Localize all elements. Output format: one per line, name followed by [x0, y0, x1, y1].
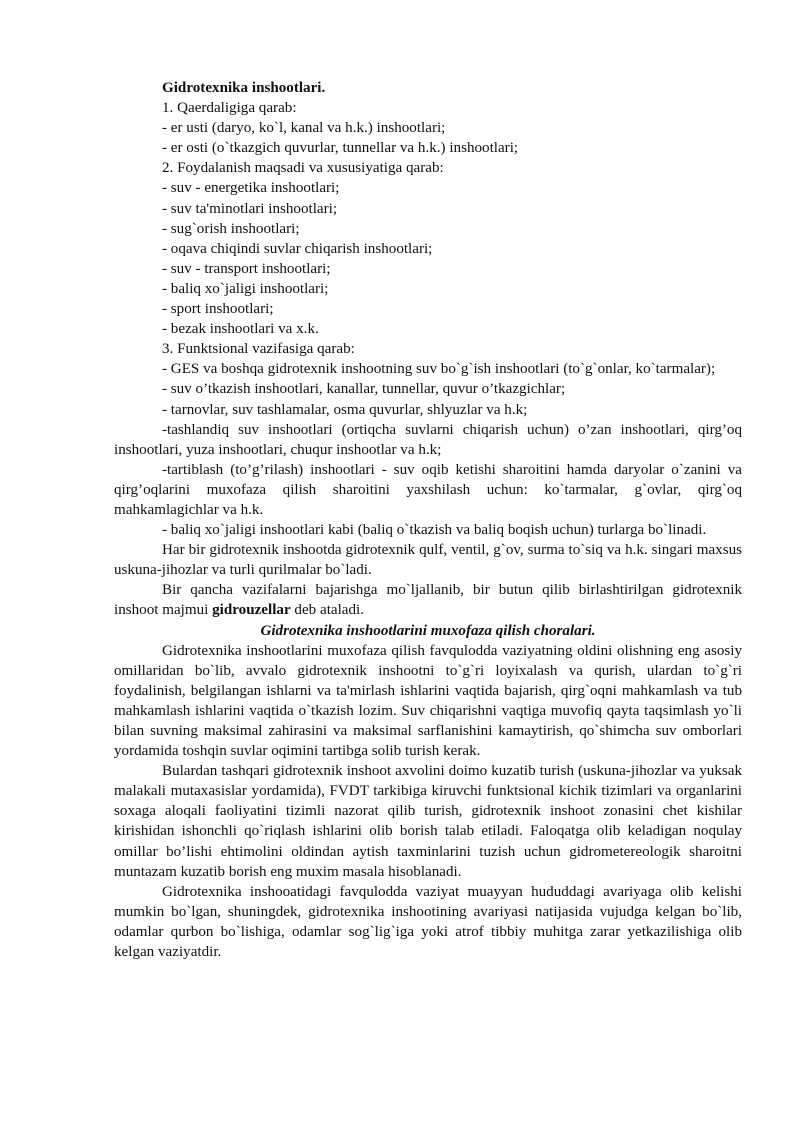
- paragraph-complex: [114, 580, 742, 620]
- paragraph-emergency: Gidrotexnika inshooatidagi favqulodda vaziyat muayyan hududdagi avariyaga olib kelishi mumkin bo`lgan, shuningdek, gidrotexnika inshootining avariyasi natijasida vujudga kelgan bo`lib, odamlar qurbon bo`lishiga, odamlar sog`lig`iga yoki atrof tibbiy muhitga zarar yetkazilishiga olib kelgan vaziyatdir.: [114, 883, 742, 961]
- list-item: - suv ta'minotlari inshootlari;: [162, 200, 338, 217]
- list-item: - suv - transport inshootlari;: [162, 260, 331, 277]
- section-heading-purpose: 2. Foydalanish maqsadi va xususiyatiga qarab:: [162, 160, 444, 177]
- paragraph-equipment: Har bir gidrotexnik inshootda gidrotexnik qulf, ventil, g`ov, surma to`siq va h.k. singari maxsus uskuna-jihozlar va turli qurilmalar bo`ladi.: [114, 542, 742, 579]
- document-page: [114, 78, 742, 962]
- list-item: - suv - energetika inshootlari;: [162, 180, 340, 197]
- list-item: - suv o’tkazish inshootlari, kanallar, tunnellar, quvur o’tkazgichlar;: [162, 381, 566, 398]
- list-item: - oqava chiqindi suvlar chiqarish inshootlari;: [162, 240, 433, 257]
- list-item: - baliq xo`jaligi inshootlari;: [162, 280, 329, 297]
- section-subtitle: Gidrotexnika inshootlarini muxofaza qilish choralari.: [260, 622, 596, 639]
- list-item: - GES va boshqa gidrotexnik inshootning suv bo`g`ish inshootlari (to`g`onlar, ko`tarmalar);: [162, 361, 716, 378]
- section-heading-function: 3. Funktsional vazifasiga qarab:: [162, 341, 355, 358]
- paragraph-text: Bir qancha vazifalarni bajarishga mo`ljallanib, bir butun qilib birlashtirilgan gidrotexnik inshoot majmui: [114, 582, 742, 619]
- list-item: - baliq xo`jaligi inshootlari kabi (baliq o`tkazish va baliq boqish uchun) turlarga bo`linadi.: [162, 522, 707, 539]
- list-item: - er osti (o`tkazgich quvurlar, tunnellar va h.k.) inshootlari;: [162, 140, 519, 157]
- paragraph-protection: Gidrotexnika inshootlarini muxofaza qilish favqulodda vaziyatning oldini olishning eng asosiy omillaridan bo`lib, avvalo gidrotexnik inshootni to`g`ri loyixalash va qurish, ulardan to`g`ri foydalinish, belgilangan ishlarni va ta'mirlash ishlarini vaqtida bajarish, qirg`oqni mahkamlash va tub mahkamlash ishlarini vaqtida o`tkazish lozim. Suv chiqarishni vaqtiga muvofiq qayta taqsimlash yo`li bilan suvning maksimal zahirasini va maksimal sarflanishini kamaytirish, qo`shimcha suv omborlari yordamida toshqin suvlar oqimini tartibga solib turish kerak.: [114, 642, 742, 760]
- document-title: Gidrotexnika inshootlari.: [162, 80, 326, 96]
- list-item: - tarnovlar, suv tashlamalar, osma quvurlar, shlyuzlar va h.k;: [162, 401, 528, 418]
- list-item: - bezak inshootlari va x.k.: [162, 321, 319, 338]
- list-item: -tartiblash (to’g’rilash) inshootlari - suv oqib ketishi sharoitini hamda daryolar o`zanini va qirg’oqlarini muxofaza qilish sharoitini yaxshilash uchun: ko`tarmalar, g`ovlar, qirg`oq mahkamlagichlar va h.k.: [114, 461, 742, 518]
- section-heading-location: 1. Qaerdaligiga qarab:: [162, 100, 297, 117]
- list-item: - sug`orish inshootlari;: [162, 220, 300, 237]
- list-item: - sport inshootlari;: [162, 301, 274, 318]
- list-item: - er usti (daryo, ko`l, kanal va h.k.) inshootlari;: [162, 120, 446, 137]
- list-item: -tashlandiq suv inshootlari (ortiqcha suvlarni chiqarish uchun) o’zan inshootlari, qirg’oq inshootlari, yuza inshootlari, chuqur inshootlar va h.k;: [114, 421, 742, 458]
- paragraph-text: deb ataladi.: [290, 602, 364, 619]
- key-term: gidrouzellar: [212, 602, 291, 619]
- paragraph-monitoring: Bulardan tashqari gidrotexnik inshoot axvolini doimo kuzatib turish (uskuna-jihozlar va yuksak malakali mutaxasislar yordamida), FVDT tarkibiga kiruvchi funktsional kichik tizimlari va organlarini soxaga aloqali faoliyatini tizimli nazorat qilib turish, gidrotexnik inshoot zonasini chet kishilar kirishidan ishonchli qo`riqlash ishlarini olib borish talab etiladi. Faloqatga olib keladigan noqulay omillar bo’lishi ehtimolini oldindan aytish taxminlarini tuzish uchun gidrometereologik sharoitni muntazam kuzatib borish eng muxim masala hisoblanadi.: [114, 763, 742, 880]
